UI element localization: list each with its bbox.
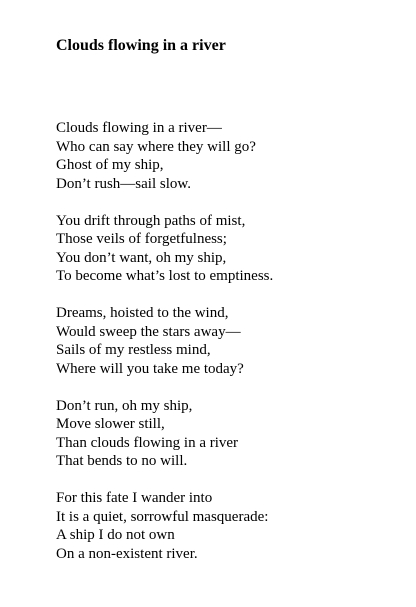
- poem-line: To become what’s lost to emptiness.: [56, 268, 274, 284]
- poem-line: Who can say where they will go?: [56, 138, 256, 155]
- poem-line: Than clouds flowing in a river: [56, 434, 239, 451]
- poem-line: A ship I do not own: [56, 527, 175, 543]
- poem-line: That bends to no will.: [56, 453, 188, 469]
- poem-line: Move slower still,: [56, 416, 165, 432]
- stanza-5: [56, 489, 396, 563]
- stanza-1: [56, 119, 396, 193]
- stanza-4: [56, 397, 396, 471]
- poem-line: Don’t run, oh my ship,: [56, 397, 193, 414]
- poem-title: Clouds flowing in a river: [56, 37, 226, 54]
- poem-line: Where will you take me today?: [56, 360, 244, 377]
- poem-line: Ghost of my ship,: [56, 157, 164, 173]
- poem-body: [56, 119, 396, 582]
- poem-line: Clouds flowing in a river—: [56, 120, 222, 136]
- poem-line: Would sweep the stars away—: [56, 323, 241, 340]
- stanza-2: [56, 212, 396, 286]
- poem-line: You don’t want, oh my ship,: [56, 249, 227, 266]
- poem-line: You drift through paths of mist,: [56, 212, 246, 229]
- poem-line: For this fate I wander into: [56, 490, 213, 506]
- poem-line: Those veils of forgetfulness;: [56, 231, 227, 247]
- poem-line: On a non-existent river.: [56, 545, 198, 562]
- poem-line: Dreams, hoisted to the wind,: [56, 305, 229, 321]
- poem-line: Sails of my restless mind,: [56, 342, 211, 358]
- poem-line: It is a quiet, sorrowful masquerade:: [56, 508, 269, 525]
- stanza-3: [56, 304, 396, 378]
- poem-line: Don’t rush—sail slow.: [56, 175, 191, 192]
